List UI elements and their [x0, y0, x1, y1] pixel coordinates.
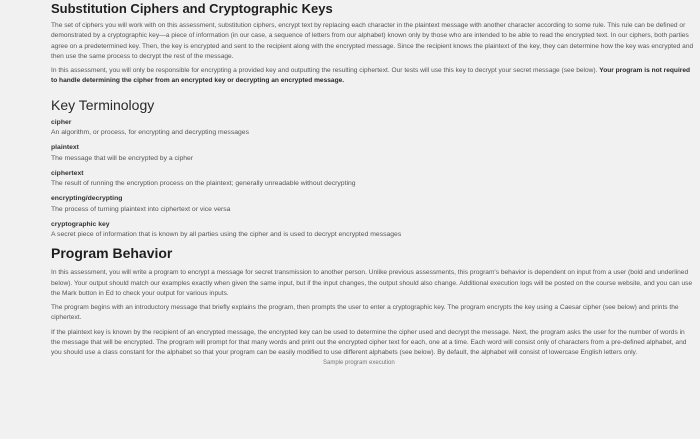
term-definition: A secret piece of information that is known by all parties using the cipher and is used to decrypt encrypted messages [51, 231, 402, 239]
term-definition: The result of running the encryption process on the plaintext; generally unreadable without decrypting [51, 180, 356, 188]
term-definition: The message that will be encrypted by a cipher [51, 154, 194, 162]
term-definition: An algorithm, or process, for encrypting and decrypting messages [51, 129, 249, 137]
intro-paragraph-2-text: In this assessment, you will only be responsible for encrypting a provided key and outputting the resulting ciphertext. Our tests will use this key to decrypt your secret message (see below). [51, 67, 600, 75]
term-name: cryptographic key [51, 220, 110, 228]
intro-paragraph-2 [51, 66, 694, 87]
term-name: cipher [51, 118, 72, 126]
key-terminology-heading: Key Terminology [51, 96, 155, 113]
page-title: Substitution Ciphers and Cryptographic Keys [51, 1, 333, 16]
term-name: ciphertext [51, 169, 84, 177]
term-item [51, 169, 694, 190]
term-item [51, 118, 694, 139]
sample-caption: Sample program execution [323, 359, 395, 366]
term-item [51, 143, 694, 164]
term-item [51, 220, 694, 241]
program-behavior-heading: Program Behavior [51, 245, 173, 262]
term-definition: The process of turning plaintext into ciphertext or vice versa [51, 205, 231, 213]
term-name: encrypting/decrypting [51, 195, 123, 203]
program-behavior-paragraph-2: The program begins with an introductory message that briefly explains the program, then prompts the user to enter a cryptographic key. The program encrypts the key using a Caesar cipher (see below) and prints the ciphertext. [51, 304, 679, 322]
intro-paragraph-2-bold: Your program is not required to handle determining the cipher from an encrypted key or decrypting an encrypted message. [51, 67, 691, 85]
program-behavior-paragraph-3: If the plaintext key is known by the recipient of an encrypted message, the encrypted key can be used to determine the cipher used and decrypt the message. Next, the program asks the user for the number of words in the message that will be encrypted. The program will prompt for that many words and print out the encrypted cipher text for each, one at a time. Each word will consist only of characters from a pre-defined alphabet, and you should use a class constant for the alphabet so that your program can be easily modified to use different alphabets (see below). By default, the alphabet will consist of lowercase English letters only. [51, 328, 687, 357]
program-behavior-paragraph-1: In this assessment, you will write a program to encrypt a message for secret transmission to another person. Unlike previous assessments, this program's behavior is dependent on input from a user (bold and underlined below). Your output should match our examples exactly when given the same input, but if the input changes, the output should also change. Additional execution logs will be posted on the course website, and you can use the Mark button in Ed to check your output for various inputs. [51, 269, 693, 297]
term-name: plaintext [51, 144, 79, 152]
term-item [51, 194, 694, 215]
intro-paragraph-1: The set of ciphers you will work with on this assessment, substitution ciphers, encrypt text by replacing each character in the plaintext message with another character according to some rule. This rule can be defined or demonstrated by a cryptographic key—a piece of information (in our case, a sequence of letters from our alphabet) known only by those who are intended to be able to read the encrypted text. In our ciphers, both parties agree on a predetermined key. Then, the key is encrypted and sent to the recipient along with the encrypted message. Since the recipient knows the plaintext of the key, they can determine how the key was encrypted and then use the same process to decrypt the rest of the message. [51, 22, 694, 60]
term-list [51, 118, 694, 241]
